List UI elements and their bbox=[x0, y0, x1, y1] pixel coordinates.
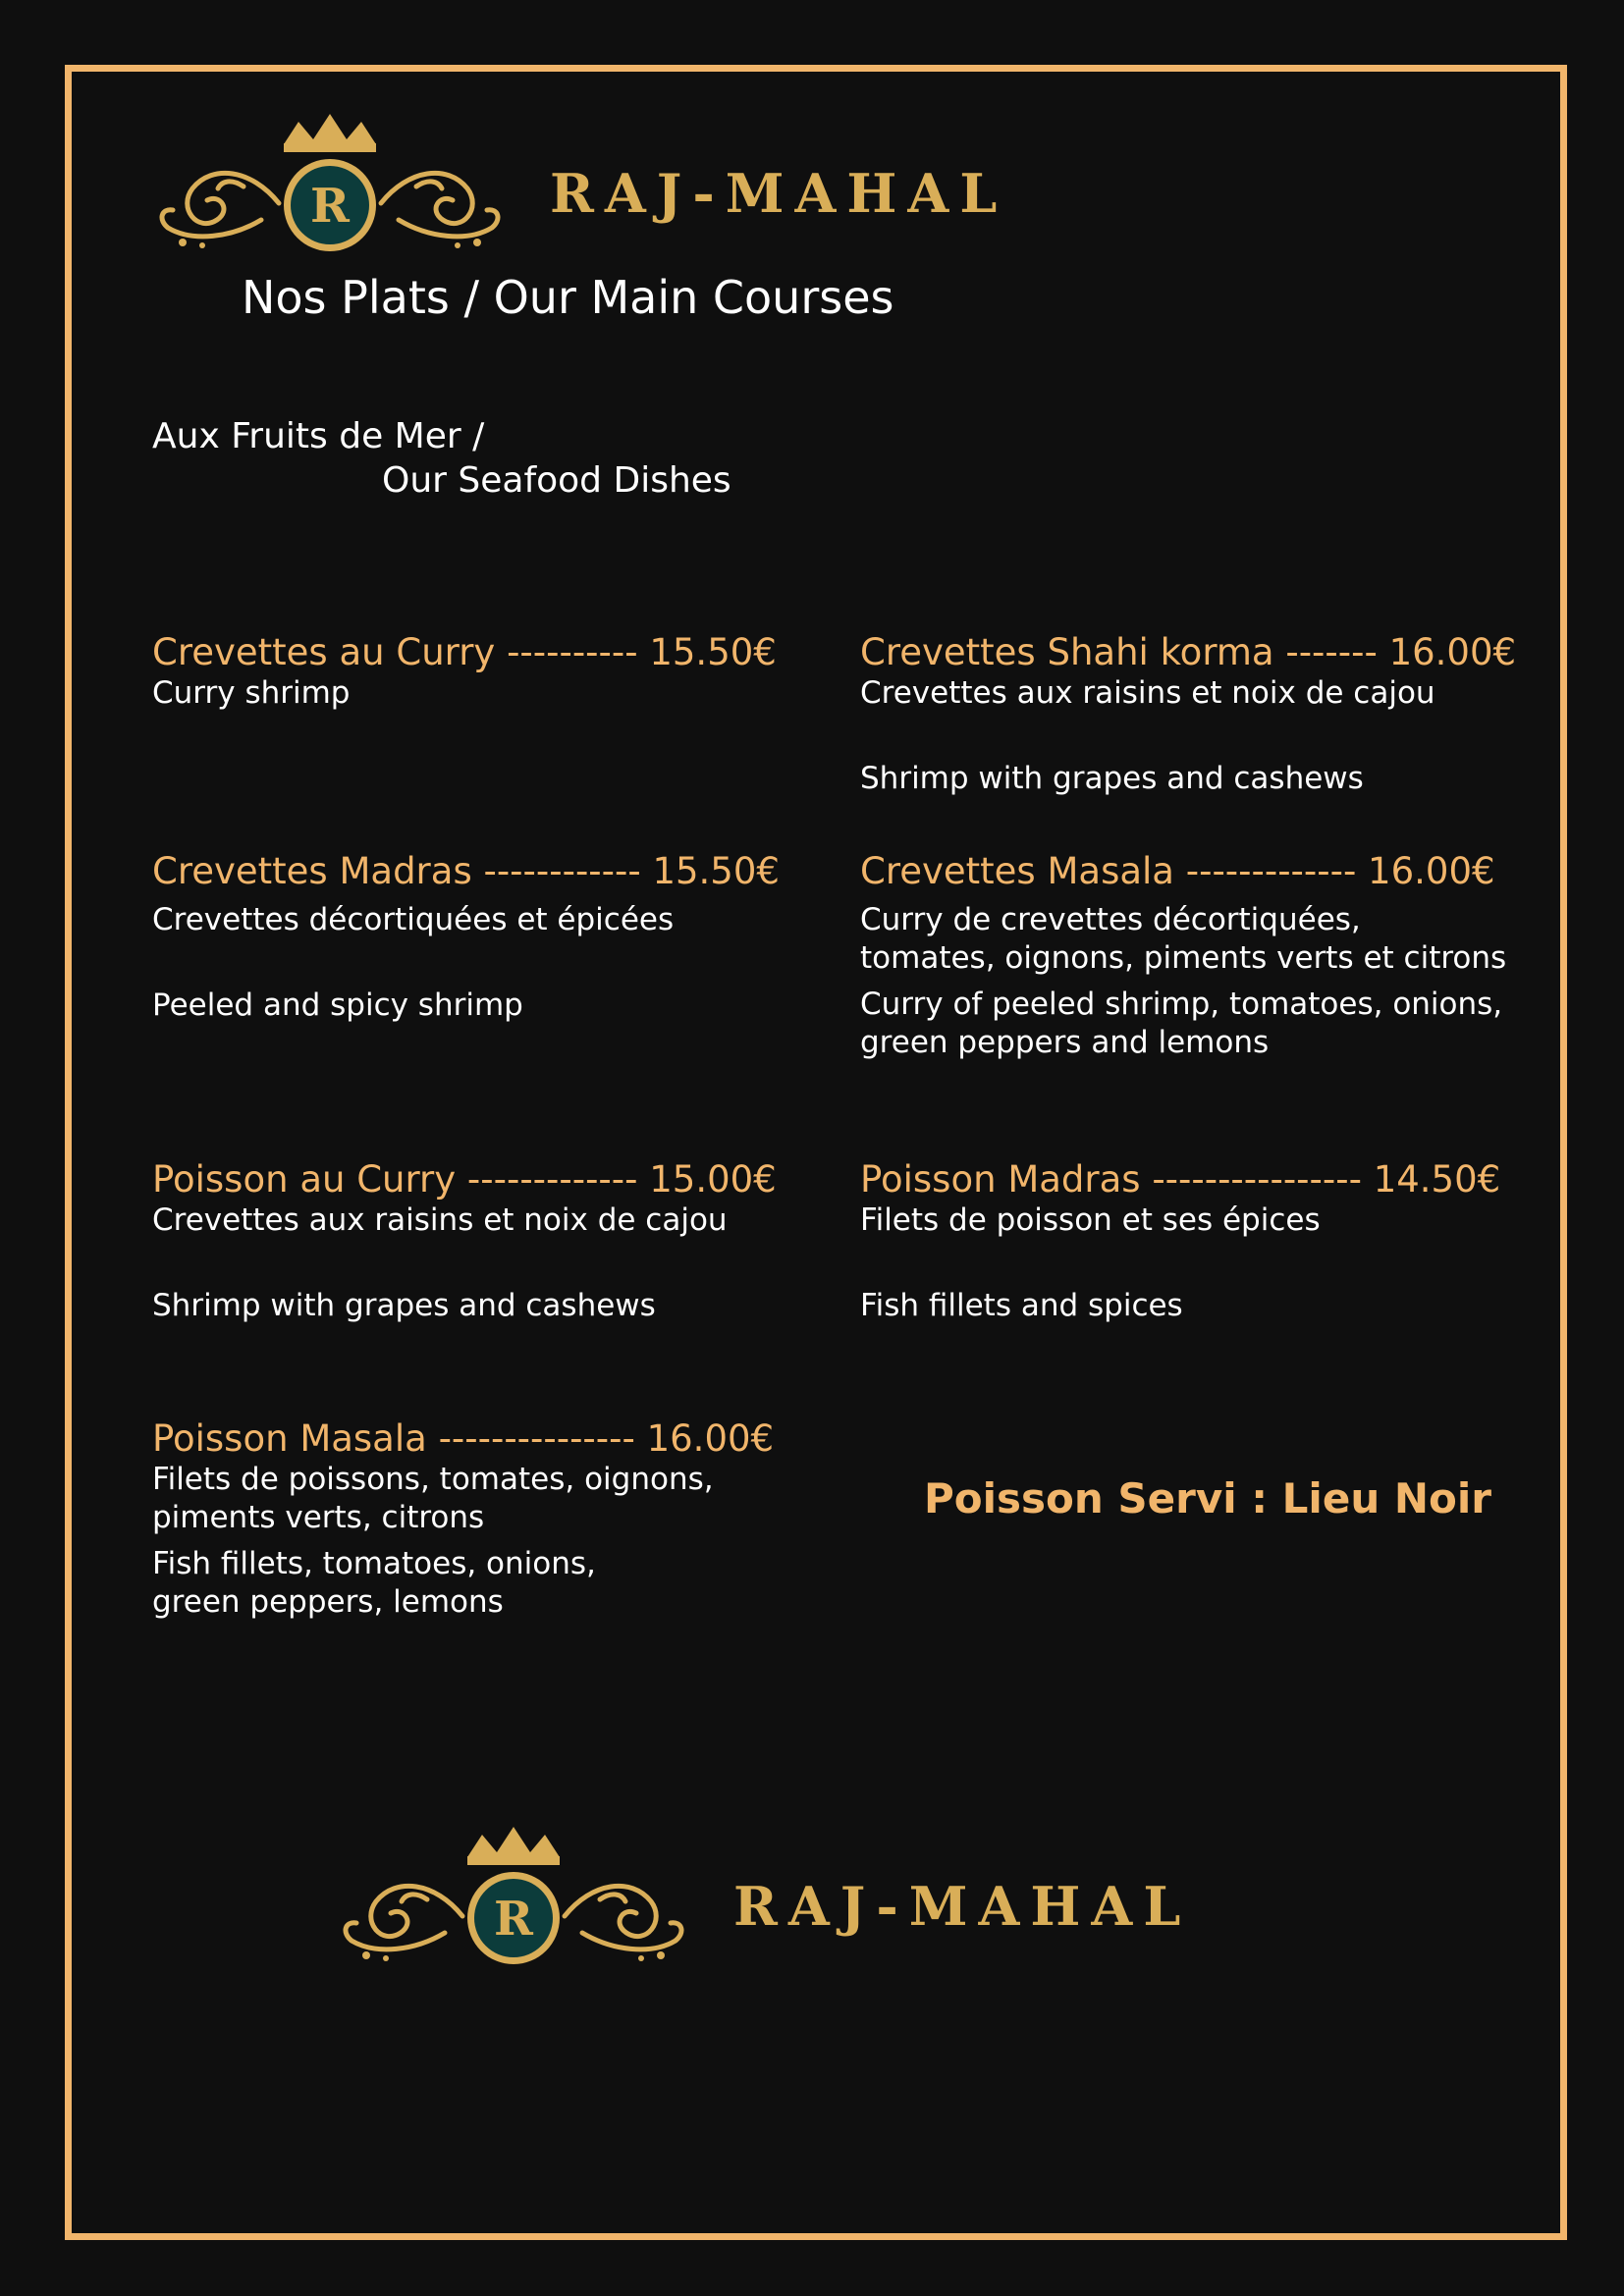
menu-item-heading: Crevettes Shahi korma ------- 16.00€ bbox=[860, 631, 1517, 673]
brand-name: RAJ-MAHAL bbox=[733, 1874, 1192, 1938]
menu-item-description: Curry shrimp bbox=[152, 675, 351, 711]
raj-mahal-logo-top bbox=[153, 110, 1007, 252]
menu-item-crevettes-masala bbox=[860, 850, 1506, 1062]
menu-item-description-fr-2: tomates, oignons, piments verts et citrons bbox=[860, 940, 1507, 976]
menu-item-description-fr: Filets de poisson et ses épices bbox=[860, 1202, 1321, 1238]
emblem-letter: R bbox=[494, 1892, 533, 1947]
menu-item-description-en-1: Curry of peeled shrimp, tomatoes, onions, bbox=[860, 987, 1503, 1022]
menu-item-description-fr-2: piments verts, citrons bbox=[152, 1500, 485, 1535]
menu-item-description-fr-1: Filets de poissons, tomates, oignons, bbox=[152, 1462, 714, 1497]
menu-item-description-en: Shrimp with grapes and cashews bbox=[152, 1288, 656, 1323]
menu-item-description-fr: Crevettes aux raisins et noix de cajou bbox=[860, 675, 1435, 711]
menu-item-description-en: Fish fillets and spices bbox=[860, 1288, 1183, 1323]
menu-item-heading: Crevettes Madras ------------ 15.50€ bbox=[152, 850, 780, 892]
menu-item-description-en-2: green peppers, lemons bbox=[152, 1584, 504, 1620]
menu-item-poisson-madras bbox=[860, 1158, 1500, 1325]
menu-item-description-en-2: green peppers and lemons bbox=[860, 1025, 1270, 1060]
menu-item-description-en-1: Fish fillets, tomatoes, onions, bbox=[152, 1546, 596, 1581]
emblem-letter: R bbox=[310, 179, 350, 234]
menu-item-heading: Poisson Madras ---------------- 14.50€ bbox=[860, 1158, 1501, 1201]
section-title-en: Our Seafood Dishes bbox=[382, 460, 731, 501]
menu-item-description-en: Peeled and spicy shrimp bbox=[152, 988, 523, 1023]
brand-name: RAJ-MAHAL bbox=[550, 161, 1008, 225]
menu-item-description-en: Shrimp with grapes and cashews bbox=[860, 761, 1364, 796]
crown-emblem-icon bbox=[337, 1823, 690, 1965]
section-title-fr: Aux Fruits de Mer / bbox=[152, 416, 485, 456]
menu-item-heading: Poisson au Curry ------------- 15.00€ bbox=[152, 1158, 777, 1201]
fish-served-note: Poisson Servi : Lieu Noir bbox=[924, 1474, 1491, 1522]
menu-item-description-fr-1: Curry de crevettes décortiquées, bbox=[860, 902, 1361, 937]
menu-item-crevettes-shahi-korma bbox=[860, 631, 1516, 798]
menu-item-heading: Crevettes Masala ------------- 16.00€ bbox=[860, 850, 1495, 892]
menu-item-crevettes-au-curry bbox=[152, 631, 777, 713]
menu-item-poisson-au-curry bbox=[152, 1158, 777, 1325]
crown-emblem-icon bbox=[153, 110, 507, 252]
menu-item-description-fr: Crevettes décortiquées et épicées bbox=[152, 902, 675, 937]
menu-item-crevettes-madras bbox=[152, 850, 780, 1025]
menu-item-poisson-masala bbox=[152, 1417, 774, 1622]
menu-item-heading: Poisson Masala --------------- 16.00€ bbox=[152, 1417, 775, 1460]
menu-item-description-fr: Crevettes aux raisins et noix de cajou bbox=[152, 1202, 728, 1238]
page-title: Nos Plats / Our Main Courses bbox=[242, 271, 894, 324]
menu-item-heading: Crevettes au Curry ---------- 15.50€ bbox=[152, 631, 777, 673]
raj-mahal-logo-bottom bbox=[337, 1823, 1191, 1965]
